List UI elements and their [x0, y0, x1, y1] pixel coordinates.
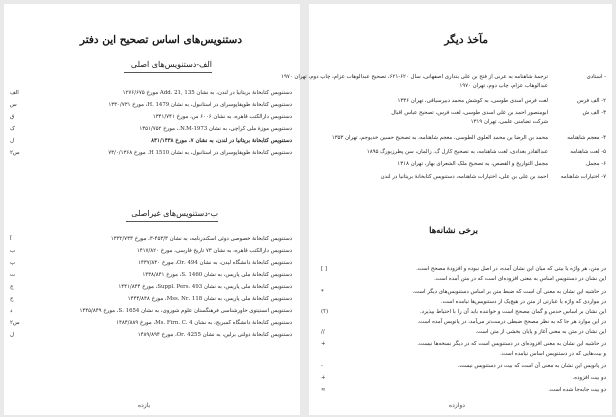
section-secondary-heading: ب-دستنویس‌های غیراصلی: [131, 209, 218, 218]
left-page-title: دستنویس‌های اساس تصحیح این دفتر: [79, 34, 242, 46]
section-main-heading: الف-دستنویس‌های اصلی: [130, 60, 212, 69]
section-secondary-underline: [126, 221, 218, 222]
right-page: مآخذ دیگر - استادی ترجمهٔ شاهنامه به عربی از فتح بن علی بنداری اصفهانی، سال ۶۲۰-۶۲۱، تصحیح عبدالوهاب عزام، چاپ دوم، تهران ۱۹۷۰ عبدالوهاب عزام، چاپ دوم، تهران ۱۹۷۰ ۲- الف فرس لغت فرس اسدی طوسی، به کوشش محمد دبیرسیاقی، تهران ۱۳۳۶ ۳- الف ش ابومنصور احمد بن علی اسدی طوسی، لغت فرس، تصحیح عباس اقبال شرکت تضامنی علمی، تهران ۱۳۱۹ ۴- معجم شاهنامه محمد بن الرضا بن محمد العلوی الطوسی، معجم شاهنامه، به تصحیح حسین خدیوجم، تهران ۱۳۵۳ ۵- لغت شاهنامه عبدالقادر بغدادی، لغت شاهنامه، به تصحیح کارل گ. زالمان، سن پطرزبورگ ۱۸۹۵ ۶- مجمل مجمل التواریخ و القصص، به تصحیح ملک الشعرای بهار، تهران ۱۳۱۸ ۷- اختیارات شاهنامه احمد بن علی بن علی، اختیارات شاهنامه، دستنویس کتابخانهٔ بریتانیا در لندن برخی نشانه‌ها [ ] در متن، هر واژه یا بیتی که میان این نشان آمده، در اصل نبوده و افزودهٔ مصحح است. این نشان در دستنویس اساس به معنی افزوده‌ای است که در متن آمده است. * در حاشیه این نشان به معنی آن است که ضبط متن بر اساس دستنویس‌های دیگر است. در مواردی که واژه یا عبارتی از متن در هیچ‌یک از دستنویس‌ها نیامده است. (؟) این نشان بر اساس حدس و گمان مصحح است و خواننده باید آن را با احتیاط بپذیرد. در این موارد هر جا که به نظر مصحح ضبطی درست‌تر می‌آمد، در پانویس آمده است. // این نشان در متن به معنی آغاز و پایان بخشی از متن است. + در حاشیه این نشان به معنی افزوده‌ای در دستنویس است که در دیگر نسخه‌ها نیست. و بیت‌هایی که در دستنویس اساس نیامده است. - در پانویس این نشان به معنی آن است که بیت در دستنویس نیست. + دو بیت افزوده. ≈ دو بیت جابه‌جا شده است. دوازده: [309, 4, 612, 415]
page-number: دوازده: [449, 402, 465, 409]
right-page-title: مآخذ دیگر: [444, 34, 488, 46]
left-page: دستنویس‌های اساس تصحیح این دفتر الف-دستنویس‌های اصلی الف دستنویس کتابخانهٔ بریتانیا در لندن، به نشان Add. 21, 135 مورخ ۱۲۷۶/۶۷۵ س دستنویس کتابخانهٔ طوپقاپوسرای در استانبول، به نشان 1479 .H، مورخ ۱۳۳۰/۷۳۱ ق دستنویس دارالکتب قاهره، به نشان ۶۰۰۶ س، مورخ ۱۳۴۱/۷۴۱ ک دستنویس موزهٔ ملی کراچی، به نشان 1973-N.M.، مورخ ۱۳۵۱/۷۵۲ ل دستنویس کتابخانهٔ بریتانیا در لندن، به نشان ۷، مورخ ۸۴۱/۱۴۳۸ س۲ دستنویس کتابخانهٔ طوپقاپوسرای در استانبول، به نشان 1510 H. مورخ ۷۳/۰/۱۳۶۸ ب-دستنویس‌های غیراصلی آ دستنویس کتابخانهٔ خصوصی دوئی اسکندرنامه، به نشان ۴۵۳/۳-۳، مورخ ۱۳۳۲/۷۳۳ ب دستنویس دارالکتب قاهره، به نشان ۷۳ تاریخ فارسی، مورخ ۱۴۱۷/۸۲۰ پ دستنویس کتابخانهٔ دانشگاه لیدن، به نشان 494 .Or، مورخ ۱۴۳۷/۸۴۰ ت دستنویس کتابخانهٔ ملی پاریس، به نشان 1460 .S، مورخ ۱۴۳۸/۸۴۱ ج دستنویس کتابخانهٔ ملی پاریس، به نشان Suppl. Pers. 493، مورخ ۱۴۴۱/۸۴۴ ح دستنویس کتابخانهٔ ملی پاریس، به نشان 118 .Mss. Nr، مورخ ۱۴۴۴/۸۴۸ د دستنویس انستیتوی خاورشناسی فرهنگستان علوم شوروی، به نشان 1654 .S، مورخ ۱۴۴۵/۸۴۹ س۲ دستنویس کتابخانهٔ دانشگاه کمبریج، به نشان Ms. Firn. C. 4، مورخ ۱۴۸۴/۸۸۹ ل دستنویس کتابخانهٔ دولتی برلین، به نشان 4255 .Or، مورخ ۱۴۸۹/۸۹۴ یازده: [4, 4, 300, 415]
section-main-underline: [124, 72, 212, 73]
page-number: یازده: [138, 402, 151, 409]
signs-title: برخی نشانه‌ها: [429, 226, 478, 236]
